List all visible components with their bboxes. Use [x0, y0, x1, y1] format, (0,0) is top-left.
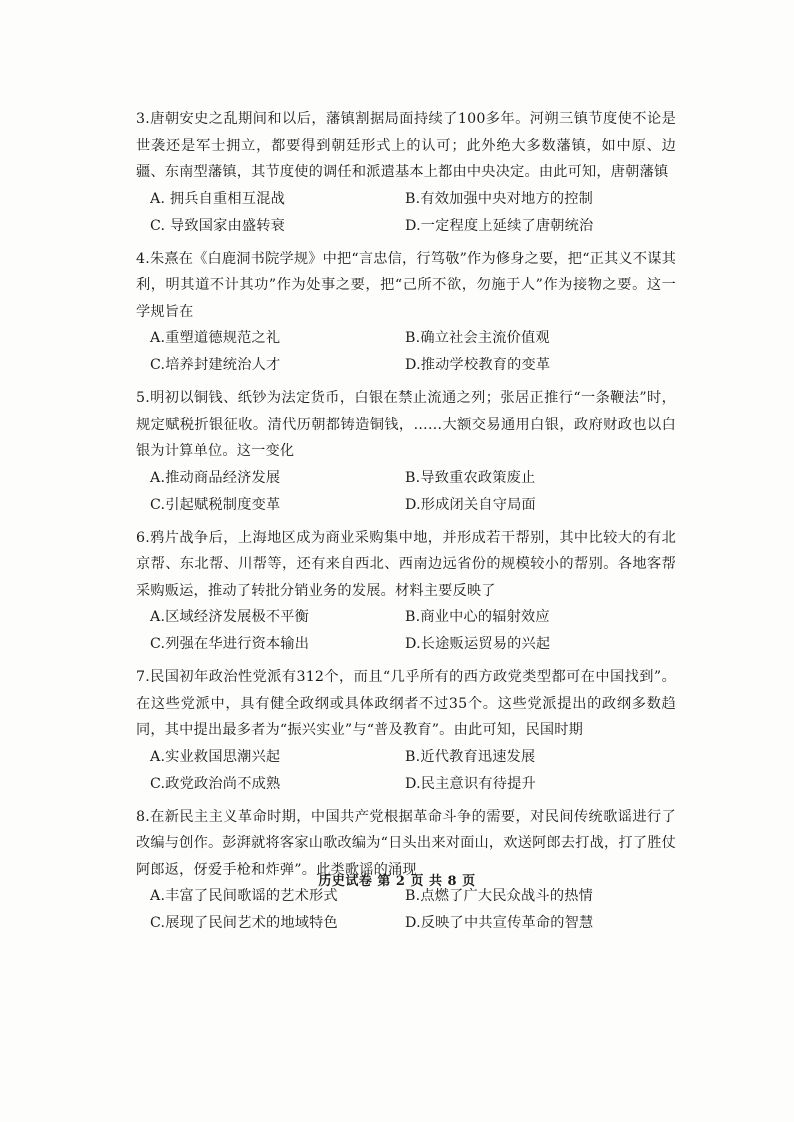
- question-number: 3.: [136, 111, 150, 127]
- option-group: [136, 465, 676, 519]
- option-c: C.培养封建统治人才: [150, 357, 281, 373]
- question-number: 6.: [136, 529, 150, 546]
- option-d: D.形成闭关自守局面: [405, 496, 536, 513]
- option-a: A.重塑道德规范之礼: [150, 330, 281, 346]
- option-b: B.近代教育迅速发展: [405, 748, 536, 765]
- question-number: 5.: [136, 390, 150, 406]
- option-d: D.长途贩运贸易的兴起: [405, 636, 551, 652]
- question-number: 7.: [136, 669, 150, 685]
- option-a: A.丰富了民间歌谣的艺术形式: [150, 888, 338, 904]
- question-5: [136, 385, 676, 519]
- question-number: 4.: [136, 250, 150, 267]
- question-stem: 唐朝安史之乱期间和以后，藩镇割据局面持续了100多年。河朔三镇节度使不论是世袭还是军士拥立，都要得到朝廷形式上的认可；此外绝大多数藩镇，如中原、边疆、东南型藩镇，其节度使的调任和派遣基本上都由中央决定。由此可知，唐朝藩镇: [136, 111, 676, 180]
- option-a: A.实业救国思潮兴起: [150, 748, 281, 765]
- option-b: B.商业中心的辐射效应: [405, 609, 550, 625]
- option-b: B.点燃了广大民众战斗的热情: [405, 888, 593, 904]
- option-c: C.政党政治尚不成熟: [150, 775, 281, 792]
- option-c: C. 导致国家由盛转衰: [150, 217, 286, 234]
- option-a: A.推动商品经济发展: [150, 469, 281, 486]
- option-b: B.确立社会主流价值观: [405, 330, 550, 346]
- question-stem: 鸦片战争后，上海地区成为商业采购集中地，并形成若干帮别，其中比较大的有北京帮、东北帮、川帮等，还有来自西北、西南边远省份的规模较小的帮别。各地客帮采购贩运，推动了转批分销业务的发展。材料主要反映了: [136, 529, 676, 599]
- option-group: [136, 883, 676, 937]
- option-group: [136, 604, 676, 658]
- option-d: D.一定程度上延续了唐朝统治: [405, 217, 594, 234]
- question-stem: 明初以铜钱、纸钞为法定货币，白银在禁止流通之列；张居正推行“一条鞭法”时，规定赋税折银征收。清代历朝都铸造铜钱，……大额交易通用白银，政府财政也以白银为计算单位。这一变化: [136, 390, 676, 459]
- option-a: A. 拥兵自重相互混战: [150, 190, 285, 207]
- page-footer: 历史试卷 第 2 页 共 8 页: [318, 874, 476, 889]
- question-stem: 朱熹在《白鹿洞书院学规》中把“言忠信，行笃敬”作为修身之要，把“正其义不谋其利，明其道不计其功”作为处事之要，把“己所不欲，勿施于人”作为接物之要。这一学规旨在: [136, 250, 676, 320]
- option-group: [136, 325, 676, 379]
- question-3: [136, 106, 676, 240]
- question-stem: 民国初年政治性党派有312个，而且“几乎所有的西方政党类型都可在中国找到”。在这些党派中，具有健全政纲或具体政纲者不过35个。这些党派提出的政纲多数趋同，其中提出最多者为“振兴实业”与“普及教育”。由此可知，民国时期: [136, 669, 676, 738]
- question-4: [136, 246, 676, 380]
- option-d: D.推动学校教育的变革: [405, 357, 551, 373]
- option-group: [136, 744, 676, 798]
- question-number: 8.: [136, 808, 150, 825]
- option-d: D.民主意识有待提升: [405, 775, 536, 792]
- option-a: A.区域经济发展极不平衡: [150, 609, 310, 625]
- option-d: D.反映了中共宣传革命的智慧: [405, 915, 594, 931]
- option-b: B.导致重农政策废止: [405, 469, 536, 486]
- option-b: B.有效加强中央对地方的控制: [405, 190, 593, 207]
- question-6: [136, 525, 676, 659]
- option-c: C.引起赋税制度变革: [150, 496, 281, 513]
- option-c: C.列强在华进行资本输出: [150, 636, 310, 652]
- question-7: [136, 664, 676, 798]
- question-list: [136, 106, 676, 943]
- question-stem: 在新民主主义革命时期，中国共产党根据革命斗争的需要，对民间传统歌谣进行了改编与创作。彭湃就将客家山歌改编为“日头出来对面山，欢送阿郎去打战，打了胜仗阿郎返，伢爱手枪和炸弹”。此类歌谣的涌现: [136, 808, 676, 878]
- option-group: [136, 186, 676, 240]
- option-c: C.展现了民间艺术的地域特色: [150, 915, 338, 931]
